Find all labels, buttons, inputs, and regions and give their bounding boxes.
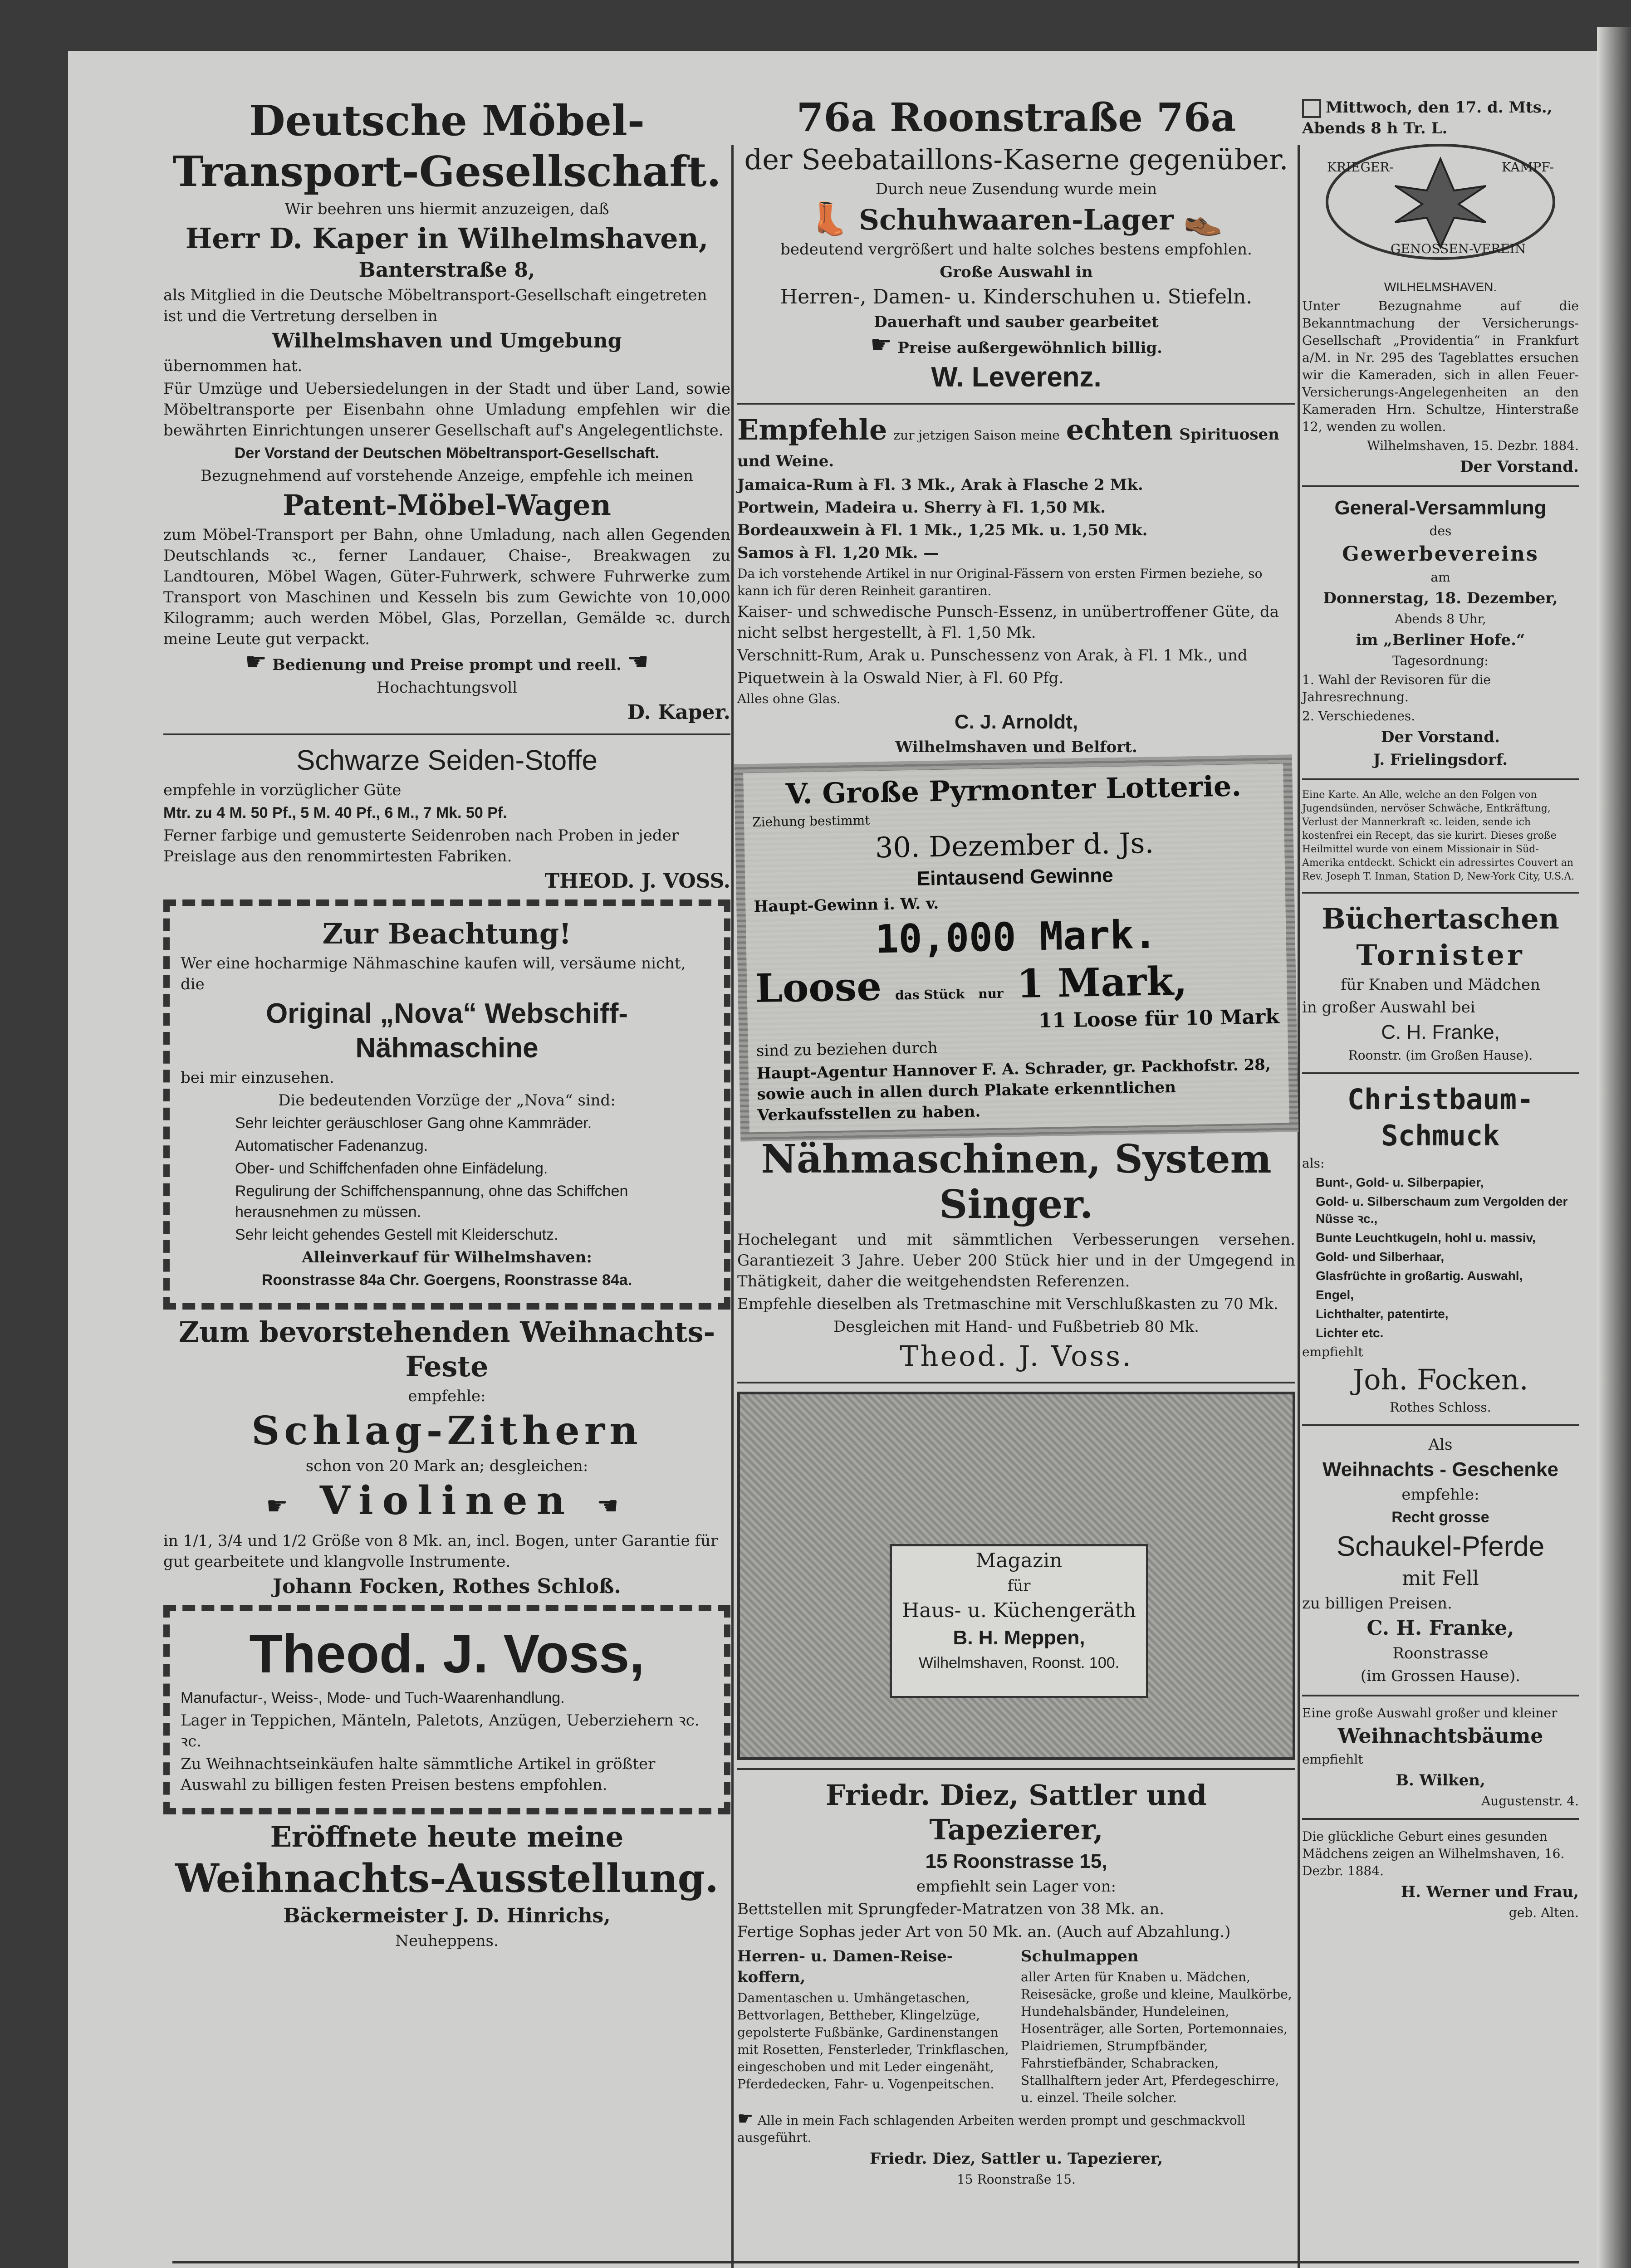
ad-text: Empfehle dieselben als Tretmaschine mit Verschlußkasten zu 70 Mk. [737,1295,1278,1313]
ad-title: Büchertaschen [1322,902,1559,935]
list-item: Automatischer Fadenanzug. [235,1137,428,1154]
list-item: Lichter etc. [1316,1326,1384,1340]
ad-arnoldt [737,413,1295,758]
ad-text: Zu Weihnachtseinkäufen halte sämmtliche Artikel in größter Auswahl zu billigen festen Preisen bestens empfohlen. [181,1755,656,1794]
ad-text: Alle in mein Fach schlagenden Arbeiten werden prompt und geschmackvoll ausgeführt. [737,2113,1245,2145]
ad-signature: C. H. Franke, [1381,1021,1500,1043]
divider [1302,1818,1579,1820]
ad-text: übernommen hat. [163,357,303,375]
ad-text: Dauerhaft und sauber gearbeitet [874,313,1159,331]
ad-text: Die bedeutenden Vorzüge der „Nova“ sind: [278,1091,616,1110]
ad-title: V. Große Pyrmonter Lotterie. [785,769,1242,811]
divider [737,403,1295,405]
ad-text: Tagesordnung: [1392,653,1489,668]
ad-moebel-transport [163,95,730,725]
ad-kriegerverein [1302,97,1579,477]
ad-text: Bettstellen mit Sprungfeder-Matratzen von 38 Mk. an. [737,1900,1165,1918]
ad-text: Schulmappen [1021,1947,1139,1965]
ad-signature: W. Leverenz. [931,362,1102,393]
ad-text: Damentaschen u. Umhängetaschen, Bettvorlagen, Bettheber, Klingelzüge, gepolsterte Fußbänke, Gardinenstangen mit Rosetten, Fensterleder, Trinkflaschen, eingeschoben und mit Leder eingenäht, Pferdedecken, Fahr- u. Vogenpeitschen. [737,1990,1009,2092]
ad-street: Banterstraße 8, [358,259,535,282]
ad-region: Wilhelmshaven und Umgebung [272,329,622,352]
divider [1302,1695,1579,1696]
ad-signature: B. Wilken, [1396,1771,1485,1789]
ad-hinrichs [163,1820,730,1951]
ad-address: (im Grossen Hause). [1360,1667,1521,1685]
ad-body: Für Umzüge und Uebersiedelungen in der Stadt und über Land, sowie Möbeltransporte per Eisenbahn ohne Umladung empfehlen wir die bewährten Einrichtungen unserer Gesellschaft auf's Angelegentlichste. [163,380,730,440]
ad-text: mit Fell [1402,1567,1479,1590]
badge-text: KAMPF- [1501,160,1554,175]
ad-amount: 10,000 Mark. [875,912,1158,963]
ad-gewerbeverein [1302,495,1579,770]
square-symbol-icon [1302,99,1321,118]
pointing-hand-icon: ☛ [870,330,892,359]
pointing-hand-icon: ☛ [245,647,267,676]
ad-signature: Bäckermeister J. D. Hinrichs, [283,1904,611,1927]
badge-text: GENOSSEN-VEREIN [1391,241,1526,256]
list-item: Portwein, Madeira u. Sherry à Fl. 1,50 Mk. [737,499,1106,517]
ad-signature: Theod. J. Voss. [900,1339,1133,1373]
ad-date: Donnerstag, 18. Dezember, [1323,589,1558,607]
ad-text: Recht grosse [1391,1509,1489,1526]
ad-product: Original „Nova“ Webschiff-Nähmaschine [265,998,628,1064]
ad-text: Eine große Auswahl großer und kleiner [1302,1706,1558,1721]
ad-text: für [1007,1577,1031,1595]
ad-title: Weihnachtsbäume [1337,1725,1543,1748]
ad-text: Spirituosen und Weine. [737,425,1279,470]
ad-signature: Johann Focken, Rothes Schloß. [273,1575,621,1598]
ad-signature: THEOD. J. VOSS. [544,870,730,893]
list-item: Regulirung der Schiffchenspannung, ohne das Schiffchen herausnehmen zu müssen. [235,1183,628,1221]
list-item: Samos à Fl. 1,20 Mk. — [737,544,939,562]
ad-text: in großer Auswahl bei [1302,998,1475,1017]
ad-diez [737,1778,1295,2188]
ad-text: echten [1066,413,1173,446]
shop-sign [890,1544,1148,1698]
list-item: Sehr leicht gehendes Gestell mit Kleiderschutz. [235,1226,558,1243]
ad-signature: C. J. Arnoldt, [954,711,1078,733]
ad-address: 15 Roonstraße 15. [957,2172,1076,2187]
list-item: Gold- und Silberhaar, [1316,1250,1445,1264]
ad-product: Violinen [319,1478,574,1524]
ad-text: schon von 20 Mark an; desgleichen: [305,1457,588,1475]
ad-text: Alleinverkauf für Wilhelmshaven: [302,1248,592,1266]
two-column-list [737,1944,1295,2108]
ad-title: Haus- u. Küchengeräth [902,1599,1136,1622]
ad-text: Da ich vorstehende Artikel in nur Original-Fässern von ersten Firmen beziehe, so kann ich für deren Reinheit garantiren. [737,566,1263,598]
ad-prices: Mtr. zu 4 M. 50 Pf., 5 M. 40 Pf., 6 M., 7 Mk. 50 Pf. [163,804,507,821]
ad-singer [737,1137,1295,1374]
column-rule-1 [731,145,734,2268]
ad-text: Verschnitt-Rum, Arak u. Punschessenz von Arak, à Fl. 1 Mk., und [737,646,1248,665]
ad-signature: Der Vorstand der Deutschen Möbeltransport-Gesellschaft. [234,445,660,462]
shoe-icon: 👞 [1183,200,1223,237]
column-3 [1302,95,1579,1923]
ad-title: Deutsche Möbel-Transport-Gesellschaft. [172,96,721,196]
ad-title: Christbaum- [1347,1083,1534,1116]
badge-text: KRIEGER- [1327,160,1394,175]
ad-title: Weihnachts - Geschenke [1322,1458,1559,1481]
ad-text: Piquetwein à la Oswald Nier, à Fl. 60 Pfg. [737,669,1064,687]
ad-text: aller Arten für Knaben u. Mädchen, Reisesäcke, große und kleine, Maulkörbe, Hundehalsbänder, Hundeleinen, Hosenträger, alle Sorten, Portemonnaies, Plaidriemen, Strumpfbänder, Fahrstiefbänder, Schabracken, Stallhalftern jeder Art, Pferdegeschirre, u. einzel. Theile solcher. [1021,1970,1292,2105]
ad-text: Ferner farbige und gemusterte Seidenroben nach Proben in jeder Preislage aus den renommirtesten Fabriken. [163,826,679,865]
list-item: Jamaica-Rum à Fl. 3 Mk., Arak à Flasche 2 Mk. [737,476,1143,494]
ad-text: als: [1302,1156,1325,1171]
badge-city: WILHELMSHAVEN. [1384,280,1497,294]
ad-text: als Mitglied in die Deutsche Möbeltransport-Gesellschaft eingetreten ist und die Vertretung derselben in [163,286,707,325]
divider [1302,778,1579,780]
ad-address: Roonstrasse 84a Chr. Goergens, Roonstrasse 84a. [261,1271,632,1289]
ad-text: Große Auswahl in [940,263,1093,281]
ad-text: bei mir einzusehen. [181,1069,334,1087]
list-item: Glasfrüchte in großartig. Auswahl, [1316,1269,1523,1283]
ad-text: zu billigen Preisen. [1302,1594,1452,1613]
ad-text: Haupt-Agentur Hannover F. A. Schrader, gr. Packhofstr. 28, sowie auch in allen durch Plakate erkenntlichen Verkaufsstellen zu haben. [756,1056,1271,1125]
ad-schaukelpferde [1302,1434,1579,1686]
ad-text: zur jetzigen Saison meine [893,428,1060,443]
footer-rule [172,2261,1579,2263]
ad-price: 1 Mark, [1016,958,1188,1007]
ad-text: empfehle: [1401,1486,1479,1504]
ad-voss-box [163,1605,730,1814]
ad-text: Haupt-Gewinn i. W. v. [753,894,939,916]
ad-subtitle: Manufactur-, Weiss-, Mode- und Tuch-Waarenhandlung. [181,1689,565,1706]
ad-text: empfehle in vorzüglicher Güte [163,781,402,799]
ad-signature: D. Kaper. [627,701,730,724]
ad-title: 76a Roonstraße 76a [796,95,1236,141]
divider [737,1382,1295,1383]
ad-text: Bedienung und Preise prompt und reell. [272,656,622,674]
ad-text: Eintausend Gewinne [916,864,1114,890]
ad-address: Roonstr. (im Großen Hause). [1348,1048,1533,1063]
list-item: Ober- und Schiffchenfaden ohne Einfädelung. [235,1160,548,1177]
ad-signature: Der Vorstand. [1381,728,1500,746]
ad-text: empfehle: [408,1387,486,1405]
ad-text: Lager in Teppichen, Mänteln, Paletots, Anzügen, Ueberziehern ꝛc. ꝛc. [181,1711,700,1750]
ad-title: Tornister [1356,938,1525,972]
ad-signature: J. Frielingsdorf. [1373,751,1508,769]
ad-text: Ziehung bestimmt [752,812,870,830]
ad-text: für Knaben und Mädchen [1341,976,1540,994]
ad-text: Als [1428,1436,1453,1454]
ad-christbaumschmuck [1302,1082,1579,1416]
ad-nova-box [163,899,730,1310]
pointing-hand-icon: ☚ [597,1491,628,1520]
ad-text: sind zu beziehen durch [756,1039,938,1061]
ad-product: Schaukel-Pferde [1336,1531,1545,1562]
ad-text: Bezugnehmend auf vorstehende Anzeige, empfehle ich meinen [201,467,693,485]
divider [1302,1424,1579,1426]
ad-title: Friedr. Diez, Sattler und Tapezierer, [825,1779,1207,1846]
ad-tornister [1302,902,1579,1064]
ad-seiden-stoffe [163,743,730,894]
pointing-hand-icon: ☚ [627,647,649,676]
ad-title: Theod. J. Voss, [249,1623,645,1684]
ad-text: Herren-, Damen- u. Kinderschuhen u. Stiefeln. [780,285,1253,308]
ad-text: Fertige Sophas jeder Art von 50 Mk. an. (Auch auf Abzahlung.) [737,1923,1231,1941]
ad-title: Nähmaschinen, System Singer. [761,1136,1272,1227]
pointing-hand-icon: ☛ [737,2108,754,2129]
ad-signature: Friedr. Diez, Sattler u. Tapezierer, [869,2150,1163,2168]
ad-product: Patent-Möbel-Wagen [283,489,611,522]
divider [163,733,730,735]
ad-weihnachts-zithern [163,1315,730,1599]
ad-text: Alles ohne Glas. [737,691,841,706]
divider [1302,485,1579,487]
ad-text: empfiehlt [1302,1344,1363,1359]
ad-text: Mittwoch, den 17. d. Mts., Abends 8 h Tr. L. [1302,98,1553,137]
ad-address: 15 Roonstrasse 15, [925,1850,1107,1872]
ad-text: am [1430,570,1450,585]
page-edge [1597,27,1631,2268]
list-item: Bunt-, Gold- u. Silberpapier, [1316,1175,1484,1189]
ad-signature: C. H. Franke, [1367,1617,1514,1640]
ad-product: Schuhwaaren-Lager [859,203,1174,236]
ad-text: Kaiser- und schwedische Punsch-Essenz, in unübertroffener Güte, da nicht selbst hergestellt, à Fl. 1,50 Mk. [737,603,1279,642]
ad-karte: Eine Karte. An Alle, welche an den Folgen von Jugendsünden, nervöser Schwäche, Entkräftung, Verlust der Mannerkraft ꝛc. leiden, sende ich kostenfrei ein Recept, das sie kurirt. Dieses große Heilmittel wurde von einem Missionair in Süd-Amerika entdeckt. Schickt ein adressirtes Couvert an Rev. Joseph T. Inman, Station D, New-York City, U.S.A. [1302,789,1575,882]
list-item: Bunte Leuchtkugeln, hohl u. massiv, [1316,1231,1536,1245]
ad-signature: B. H. Meppen, [953,1627,1085,1649]
ad-title: Empfehle [737,413,887,446]
ad-product: Schlag-Zithern [251,1408,642,1454]
ad-signature: Der Vorstand. [1460,458,1579,476]
ad-text: Die glückliche Geburt eines gesunden Mädchens zeigen an Wilhelmshaven, 16. Dezbr. 1884. [1302,1829,1565,1878]
kitchenware-engraving [737,1392,1295,1760]
ad-date: 30. Dezember d. Js. [875,826,1154,865]
ad-date: Wilhelmshaven, 15. Dezbr. 1884. [1367,438,1579,453]
ad-title: Weihnachts-Ausstellung. [175,1856,719,1901]
ad-place: Wilhelmshaven und Belfort. [895,738,1137,756]
ad-name: Herr D. Kaper in Wilhelmshaven, [185,222,709,255]
ad-text: Wer eine hocharmige Nähmaschine kaufen will, versäume nicht, die [181,954,686,993]
column-1 [163,95,730,1953]
ad-text: bedeutend vergrößert und halte solches bestens empfohlen. [780,240,1252,259]
ad-title: Schwarze Seiden-Stoffe [296,745,598,776]
ad-text: Durch neue Zusendung wurde mein [875,180,1157,198]
ad-text: Preise außergewöhnlich billig. [897,339,1162,357]
ad-leverenz [737,95,1295,395]
ad-text: Eröffnete heute meine [270,1820,624,1853]
ad-body: Unter Bezugnahme auf die Bekanntmachung der Versicherungs-Gesellschaft „Providentia“ in Frankfurt a/M. in Nr. 295 des Tageblattes ersuchen wir die Kameraden, sich in allen Feuer-Versicherungs-Angelegenheiten an den Kameraden Hrn. Schultze, Hinterstraße 12, wenden zu wollen. [1302,298,1579,434]
ad-geburt [1302,1828,1579,1921]
ad-title: Zum bevorstehenden Weihnachts-Feste [178,1315,715,1383]
ad-text: empfiehlt sein Lager von: [916,1877,1117,1896]
ad-text: Hochachtungsvoll [376,679,518,697]
ad-text: das Stück [895,987,965,1003]
column-2 [737,95,1295,2190]
ad-address: Augustenstr. 4. [1481,1794,1579,1809]
list-item: Engel, [1316,1288,1354,1302]
ad-title: Gewerbevereins [1342,543,1539,566]
ad-offer: 11 Loose für 10 Mark [1038,1005,1280,1033]
boot-icon: 👢 [809,200,849,237]
divider [1302,1072,1579,1074]
ad-place: Neuheppens. [395,1932,499,1950]
list-item: 1. Wahl der Revisoren für die Jahresrechnung. [1302,672,1491,704]
pointing-hand-icon: ☛ [266,1491,297,1520]
ad-weihnachtsbaeume [1302,1705,1579,1810]
ad-text: empfiehlt [1302,1752,1363,1767]
ad-body: zum Möbel-Transport per Bahn, ohne Umladung, nach allen Gegenden Deutschlands ꝛc., ferner Landauer, Chaise-, Breakwagen zu Landtouren, Möbel Wagen, Güter-Fuhrwerk, schwere Fuhrwerke zum Transport von Maschinen und Kesseln bis zum Gewichte von 10,000 Kilogramm; auch werden Möbel, Glas, Porzellan, Gemälde ꝛc. durch meine Leute gut verpackt. [163,526,730,648]
ad-text: in 1/1, 3/4 und 1/2 Größe von 8 Mk. an, incl. Bogen, unter Garantie für gut gearbeitete und klangvolle Instrumente. [163,1532,718,1571]
ad-place: Rothes Schloss. [1390,1400,1491,1415]
ad-text: Loose [754,963,882,1012]
list-item: Gold- u. Silberschaum zum Vergolden der Nüsse ꝛc., [1316,1194,1568,1226]
lottery-ad [734,754,1298,1141]
item-list [1302,1174,1579,1342]
list-item: Sehr leichter geräuschloser Gang ohne Kammräder. [235,1114,592,1132]
divider [1302,892,1579,894]
ad-signature: Joh. Focken. [1352,1363,1528,1396]
ad-title: General-Versammlung [1334,497,1547,519]
ad-title: Schmuck [1381,1119,1500,1152]
ad-address: Wilhelmshaven, Roonst. 100. [918,1654,1120,1672]
ad-text: Magazin [975,1549,1063,1572]
list-item: Bordeauxwein à Fl. 1 Mk., 1,25 Mk. u. 1,50 Mk. [737,521,1148,539]
ad-text: nur [978,986,1004,1002]
ad-subtitle: der Seebataillons-Kaserne gegenüber. [744,143,1288,176]
ad-place: im „Berliner Hofe.“ [1356,631,1525,649]
divider [737,1768,1295,1770]
ad-text: Wir beehren uns hiermit anzuzeigen, daß [284,200,609,218]
ad-signature: geb. Alten. [1509,1905,1579,1920]
feature-list [181,1113,713,1245]
veterans-badge [1318,141,1563,277]
list-item: 2. Verschiedenes. [1302,709,1415,723]
ad-signature: H. Werner und Frau, [1401,1883,1579,1901]
ad-body: Hochelegant und mit sämmtlichen Verbesserungen versehen. Garantiezeit 3 Jahre. Ueber 200 Stück hier und in der Umgegend in Thätigkeit, daher die weitgehendsten Referenzen. [737,1231,1295,1290]
ad-title: Zur Beachtung! [322,917,572,950]
ad-text: Abends 8 Uhr, [1395,611,1486,626]
list-item: Lichthalter, patentirte, [1316,1307,1449,1321]
column-rule-2 [1298,145,1300,2268]
ad-address: Roonstrasse [1392,1644,1489,1662]
ad-text: Herren- u. Damen-Reise-koffern, [737,1947,953,1986]
ad-text: Desgleichen mit Hand- und Fußbetrieb 80 Mk. [833,1318,1199,1336]
ad-text: des [1429,523,1452,538]
